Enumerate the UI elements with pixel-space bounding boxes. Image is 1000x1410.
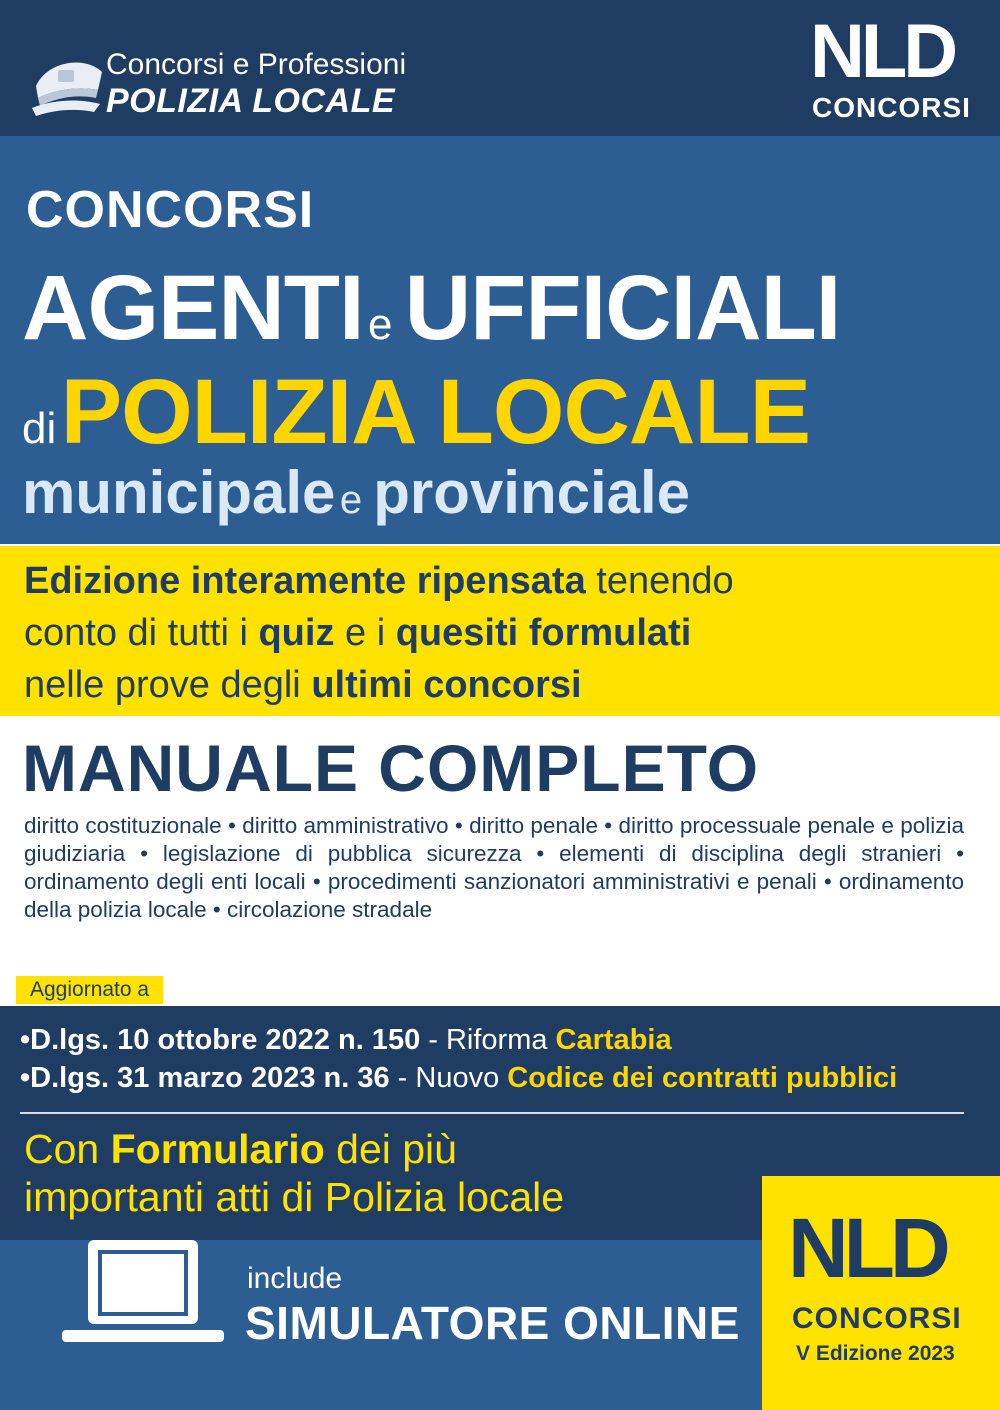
title-municipale: municipale [22,459,336,526]
edition-note-band [0,546,1000,716]
formulario-line2: importanti atti di Polizia locale [24,1174,565,1220]
edition-note-line2: conto di tutti i quiz e i quesiti formulati [24,612,692,654]
publisher-corner-badge [762,1176,1000,1410]
title-agenti: AGENTI [22,257,364,359]
series-name: Concorsi e Professioni [106,48,407,81]
title-row-municipale [22,458,690,527]
title-ufficiali: UFFICIALI [404,257,841,359]
title-row-agenti-ufficiali [22,256,840,361]
title-di: di [22,404,57,453]
title-row-polizia [22,360,810,465]
formulario-line1: Con Formulario dei più [24,1126,457,1172]
title-band [0,136,1000,544]
edition-note-line3: nelle prove degli ultimi concorsi [24,664,582,706]
police-cap-icon [28,46,108,120]
title-polizia-locale: POLIZIA LOCALE [60,361,810,463]
series-title: POLIZIA LOCALE [106,82,396,120]
topics-list: diritto costituzionale • diritto amministrativo • diritto penale • diritto processuale penale e polizia giudiziaria • legislazione di pubblica sicurezza • elementi di disciplina degli stranieri • ordinamento degli enti locali • procedimenti sanzionatori amministrativi e penali • ordinamento della polizia locale • circolazione stradale [24,813,964,922]
laptop-icon [58,1240,228,1408]
corner-concorsi: CONCORSI [792,1302,962,1335]
edition-label: V Edizione 2023 [796,1342,955,1365]
title-conj-e: e [368,300,393,349]
title-concorsi: CONCORSI [26,181,315,239]
title-provinciale: provinciale [373,459,691,526]
updated-tag: Aggiornato a [16,976,163,1004]
simulator-title: SIMULATORE ONLINE [245,1297,740,1349]
update-item-2: •D.lgs. 31 marzo 2023 n. 36 - Nuovo Codice dei contratti pubblici [20,1062,898,1094]
update-item-1: •D.lgs. 10 ottobre 2022 n. 150 - Riforma Cartabia [20,1024,672,1056]
cover-header [0,0,1000,136]
publisher-letters: NLD [810,9,955,94]
updates-divider [20,1112,964,1114]
simulator-include: include [247,1262,343,1295]
publisher-sub: CONCORSI [812,92,971,123]
corner-nld-letters: NLD [788,1201,946,1295]
publisher-logo [800,9,971,124]
title-conj-e2: e [339,478,363,522]
edition-note-line1: Edizione interamente ripensata tenendo [24,560,734,602]
manuale-heading: MANUALE COMPLETO [22,731,760,805]
